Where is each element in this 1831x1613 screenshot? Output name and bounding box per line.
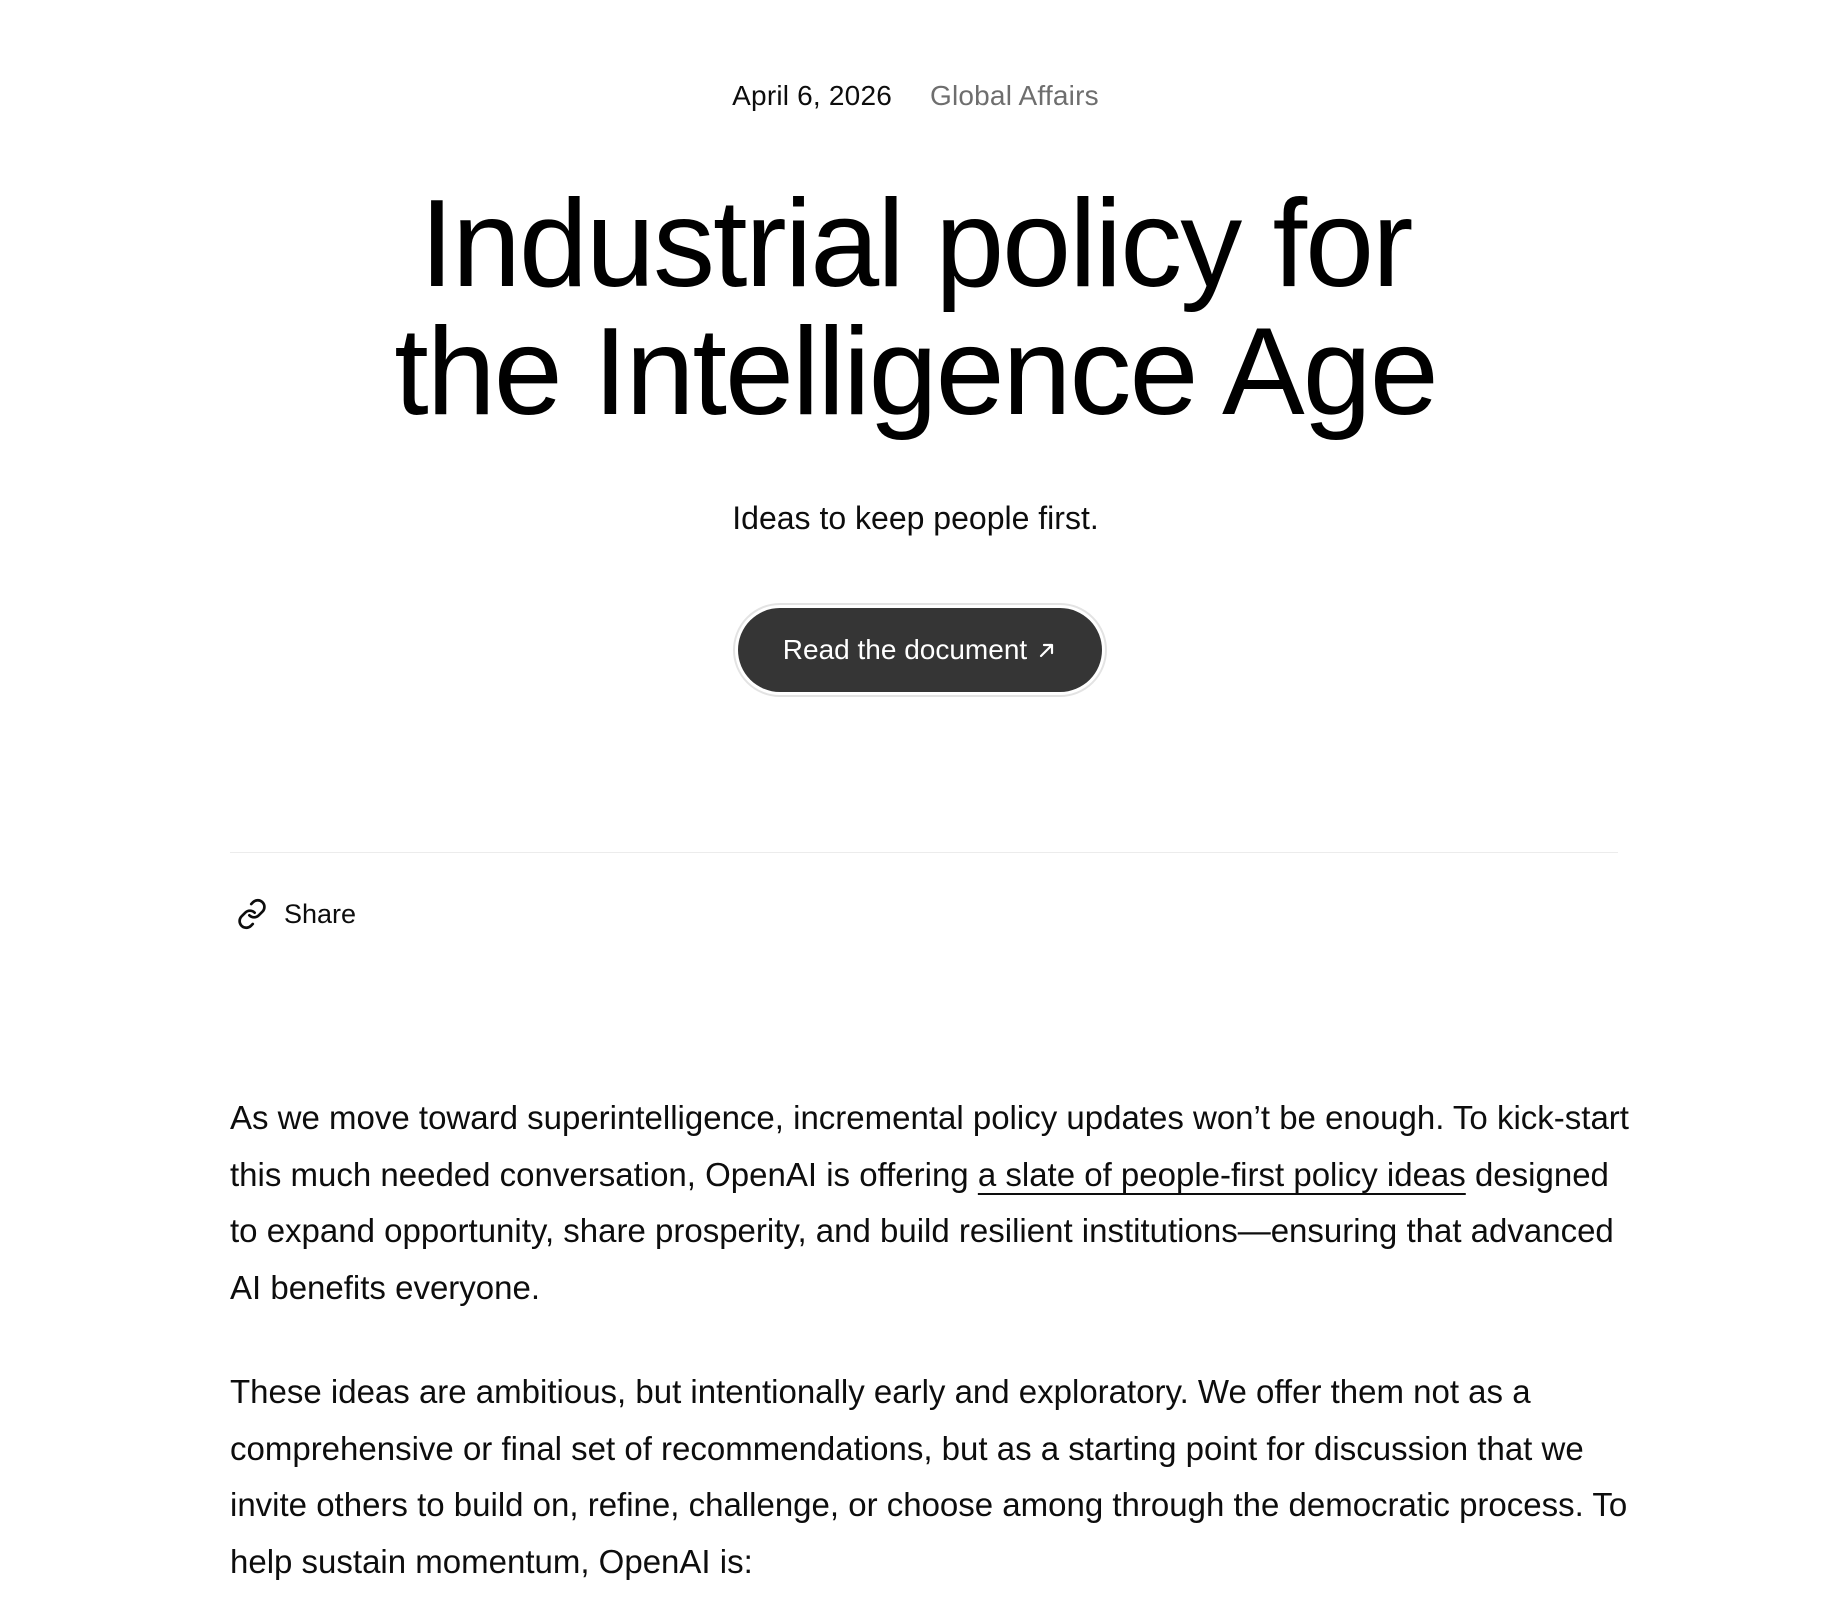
read-document-label: Read the document (782, 634, 1028, 665)
cta-outline (733, 603, 1107, 697)
article-body (230, 1090, 1630, 1613)
page-title (0, 175, 1831, 441)
arrow-up-right-icon (1037, 640, 1057, 660)
publish-date: April 6, 2026 (732, 80, 892, 111)
link-icon (236, 898, 268, 930)
title-line-1: Industrial policy for (419, 175, 1412, 313)
article-meta (0, 80, 1831, 112)
policy-ideas-link[interactable]: a slate of people-first policy ideas (977, 1155, 1466, 1193)
title-line-2: the Intelligence Age (394, 303, 1437, 441)
read-document-button[interactable] (738, 608, 1102, 692)
section-divider (230, 852, 1618, 853)
paragraph-1-text-a: As we move toward superintelligence, incremental policy updates won’t be enough. To kick-start this much needed conversation, OpenAI is offering (230, 1099, 1629, 1193)
category-link[interactable]: Global Affairs (929, 80, 1099, 111)
paragraph-1-text-b: designed to expand opportunity, share prosperity, and build resilient institutions—ensuring that advanced AI benefits everyone. (230, 1155, 1614, 1306)
share-button[interactable] (236, 898, 356, 930)
paragraph-2: These ideas are ambitious, but intentionally early and exploratory. We offer them not as a comprehensive or final set of recommendations, but as a starting point for discussion that we invite others to build on, refine, challenge, or choose among through the democratic process. To help sustain momentum, OpenAI is: (230, 1373, 1628, 1580)
share-label: Share (284, 898, 357, 929)
page-subtitle: Ideas to keep people first. (732, 500, 1099, 536)
paragraph-1 (230, 1090, 1630, 1316)
